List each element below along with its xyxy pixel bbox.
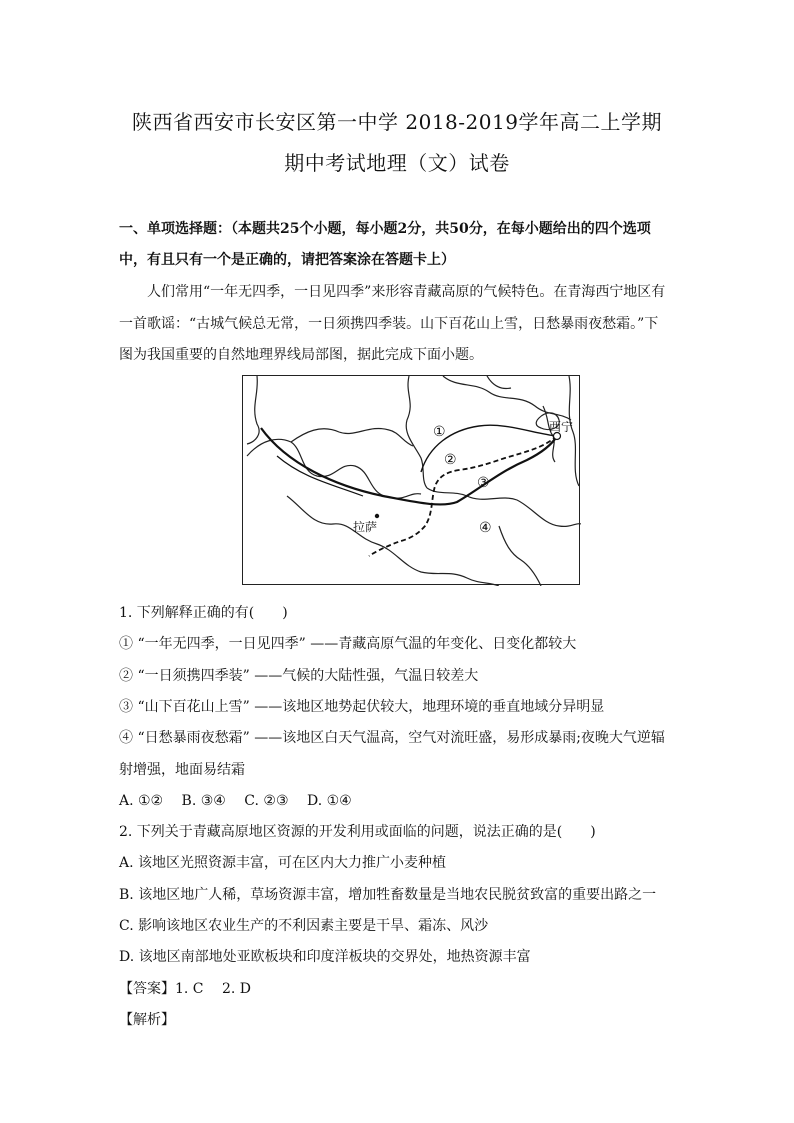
passage-line2: 一首歌谣：“古城气候总无常，一日须携四季装。山下百花山上雪，日愁暴雨夜愁霜。”下 — [119, 316, 659, 332]
border-line — [427, 488, 581, 526]
doc-title-line1: 陕西省西安市长安区第一中学 2018-2019学年高二上学期 — [132, 110, 662, 134]
q1-option-4a: ④ “日愁暴雨夜愁霜” ——该地区白天气温高，空气对流旺盛，易形成暴雨;夜晚大气逆辐 — [119, 730, 665, 746]
section-heading-line2: 中，有且只有一个是正确的，请把答案涂在答题卡上） — [119, 252, 455, 268]
marker-2: ② — [444, 452, 457, 468]
border-line — [247, 439, 421, 498]
q1-option-2: ② “一日须携四季装” ——气候的大陆性强，气温日较差大 — [119, 668, 479, 684]
q2-option-c: C. 影响该地区农业生产的不利因素主要是干旱、霜冻、风沙 — [119, 918, 489, 934]
passage-line3: 图为我国重要的自然地理界线局部图，据此完成下面小题。 — [119, 347, 483, 363]
answer-line: 【答案】1. C 2. D — [119, 981, 252, 997]
border-line — [287, 496, 499, 586]
marker-3: ③ — [477, 475, 490, 491]
label-lhasa: 拉萨 — [353, 520, 378, 534]
marker-1: ① — [433, 424, 446, 440]
section-heading-line1: 一、单项选择题：（本题共25个小题，每小题2分，共50分，在每小题给出的四个选项 — [119, 221, 651, 237]
doc-title-line2: 期中考试地理（文）试卷 — [284, 151, 510, 175]
passage-line1: 人们常用“一年无四季，一日见四季”来形容青藏高原的气候特色。在青海西宁地区有 — [147, 284, 666, 300]
analysis-heading: 【解析】 — [119, 1012, 175, 1028]
q2-stem: 2. 下列关于青藏高原地区资源的开发利用或面临的问题，说法正确的是( ) — [119, 824, 596, 840]
q1-option-4b: 射增强，地面易结霜 — [119, 762, 245, 778]
border-line — [499, 526, 541, 586]
q1-stem: 1. 下列解释正确的有( ) — [119, 605, 288, 621]
border-line — [291, 428, 413, 446]
boundary-map — [242, 375, 580, 585]
border-line — [406, 376, 427, 488]
q1-choices: A. ①② B. ③④ C. ②③ D. ①④ — [119, 793, 352, 809]
dashed-boundary-line — [369, 436, 557, 556]
q2-option-a: A. 该地区光照资源丰富，可在区内大力推广小麦种植 — [119, 855, 447, 871]
q1-option-1: ① “一年无四季，一日见四季” ——青藏高原气温的年变化、日变化都较大 — [119, 636, 577, 652]
q2-option-d: D. 该地区南部地处亚欧板块和印度洋板块的交界处，地热资源丰富 — [119, 949, 531, 965]
marker-4: ④ — [479, 520, 492, 536]
main-boundary-line — [261, 428, 557, 504]
label-xining: 西宁 — [549, 420, 574, 434]
border-line — [487, 376, 511, 389]
q1-option-3: ③ “山下百花山上雪” ——该地区地势起伏较大，地理环境的垂直地域分异明显 — [119, 699, 605, 715]
map-graphic — [243, 376, 581, 586]
q2-option-b: B. 该地区地广人稀，草场资源丰富，增加牲畜数量是当地农民脱贫致富的重要出路之一 — [119, 887, 657, 903]
border-line — [247, 376, 259, 444]
